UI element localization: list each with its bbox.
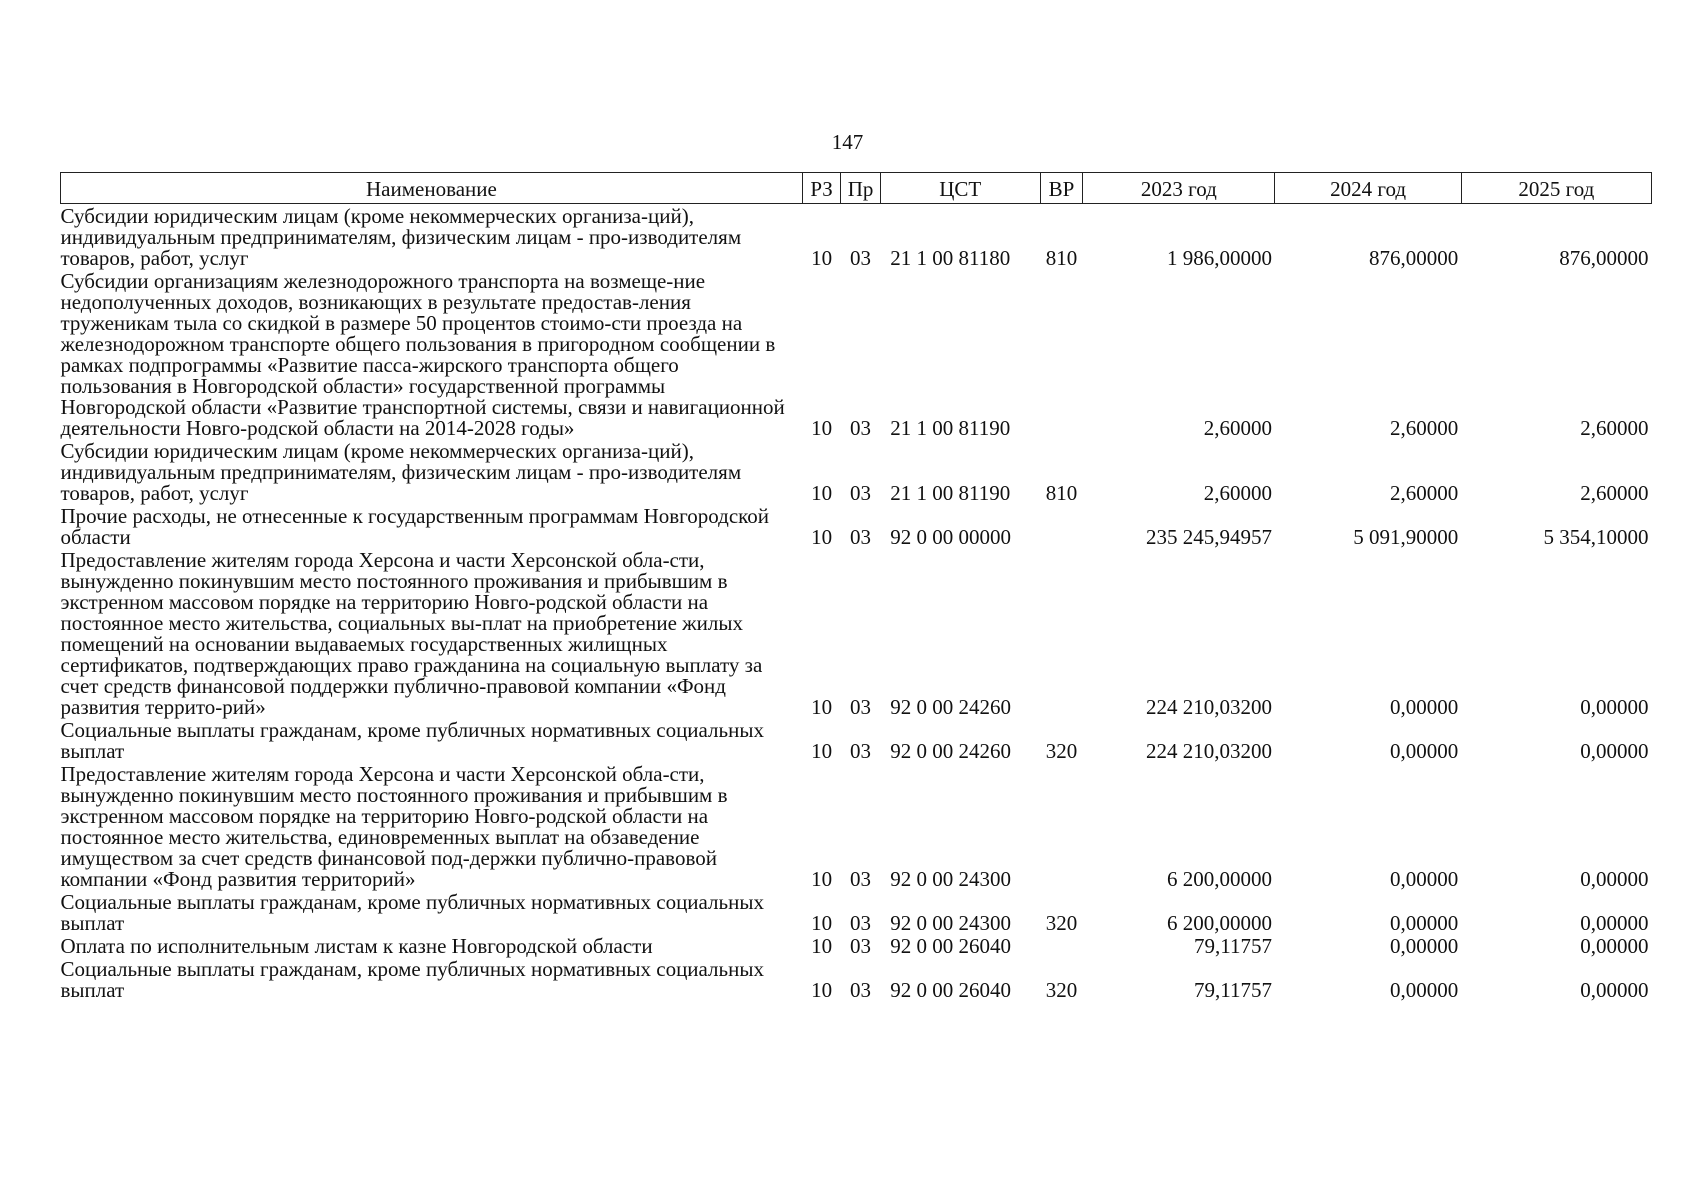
row-2023: 2,60000 [1203,481,1272,505]
row-cst: 21 1 00 81190 [890,481,1011,505]
header-pr: Пр [841,173,880,204]
row-2025: 0,00000 [1580,867,1649,891]
row-2025: 0,00000 [1580,739,1649,763]
row-name: Субсидии юридическим лицам (кроме некоммерческих организа-ций), индивидуальным предпринимателям, физическим лицам - про-изводителям товаров, работ, услуг [60,204,742,270]
row-name: Оплата по исполнительным листам к казне Новгородской области [60,934,653,958]
row-name: Социальные выплаты гражданам, кроме публичных нормативных социальных выплат [60,890,764,935]
row-2023: 79,11757 [1193,978,1272,1002]
row-2024: 876,00000 [1368,246,1459,270]
table-row [61,890,1652,934]
row-vr [1040,504,1083,548]
row-2024: 0,00000 [1389,978,1459,1002]
row-rz: 10 [811,739,833,763]
table-row [61,762,1652,890]
row-vr [1040,934,1083,957]
table-row [61,269,1652,439]
row-cst: 92 0 00 24260 [890,695,1012,719]
row-rz: 10 [811,867,833,891]
row-rz: 10 [811,525,833,549]
row-2024: 2,60000 [1389,481,1459,505]
row-2025: 0,00000 [1580,978,1649,1002]
row-cst: 92 0 00 00000 [890,525,1012,549]
row-2025: 2,60000 [1580,481,1649,505]
row-rz: 10 [811,978,833,1002]
row-rz: 10 [811,246,833,270]
row-rz: 10 [811,481,833,505]
row-cst: 92 0 00 24300 [890,867,1012,891]
row-vr: 320 [1045,911,1078,935]
row-cst: 92 0 00 24300 [890,911,1012,935]
header-cst: ЦСТ [880,173,1040,204]
table-row [61,934,1652,957]
budget-table [60,172,1652,1001]
header-name: Наименование [61,173,803,204]
row-name: Субсидии юридическим лицам (кроме некоммерческих организа-ций), индивидуальным предпринимателям, физическим лицам - про-изводителям товаров, работ, услуг [60,439,742,505]
header-2023: 2023 год [1083,173,1275,204]
row-pr: 03 [850,416,872,440]
budget-table-container [60,172,1652,1001]
row-2024: 5 091,90000 [1353,525,1459,549]
row-vr: 320 [1045,978,1078,1002]
row-2024: 0,00000 [1389,695,1459,719]
row-2023: 235 245,94957 [1145,525,1272,549]
table-row [61,204,1652,270]
row-2023: 79,11757 [1193,934,1272,958]
row-pr: 03 [850,739,872,763]
row-2023: 224 210,03200 [1145,695,1272,719]
row-cst: 92 0 00 24260 [890,739,1012,763]
row-2024: 2,60000 [1389,416,1459,440]
row-2024: 0,00000 [1389,934,1459,958]
row-vr: 320 [1045,739,1078,763]
row-2025: 0,00000 [1580,911,1649,935]
table-row [61,439,1652,504]
page-number: 147 [831,130,864,154]
row-2023: 1 986,00000 [1166,246,1272,270]
row-vr: 810 [1045,481,1078,505]
row-vr [1040,269,1083,439]
row-2025: 2,60000 [1580,416,1649,440]
row-name: Прочие расходы, не отнесенные к государственным программам Новгородской области [60,504,770,549]
row-name: Субсидии организациям железнодорожного транспорта на возмеще-ние недополученных доходов, возникающих в результате предостав-ления труженикам тыла со скидкой в размере 50 процентов стоимо-сти проезда на железнодорожном транспорте общего пользования в пригородном сообщении в рамках подпрограммы «Развитие пасса-жирского транспорта общего пользования в Новгородской области» государственной программы Новгородской области «Развитие транспортной системы, связи и навигационной деятельности Новго-родской области на 2014-2028 годы» [60,269,785,440]
row-pr: 03 [850,481,872,505]
row-2023: 6 200,00000 [1166,911,1272,935]
row-pr: 03 [850,911,872,935]
row-rz: 10 [811,934,833,958]
row-pr: 03 [850,246,872,270]
row-pr: 03 [850,978,872,1002]
row-cst: 21 1 00 81180 [890,246,1011,270]
row-vr [1040,762,1083,890]
row-2025: 0,00000 [1580,695,1649,719]
row-2025: 876,00000 [1559,246,1649,270]
header-2024: 2024 год [1275,173,1461,204]
row-2023: 224 210,03200 [1145,739,1272,763]
table-row [61,504,1652,548]
row-name: Предоставление жителям города Херсона и части Херсонской обла-сти, вынужденно покинувшим место постоянного проживания и прибывшим в экстренном массовом порядке на территорию Новго-родской области на постоянное место жительства, социальных вы-плат на приобретение жилых помещений на основании выдаваемых государственных жилищных сертификатов, подтверждающих право гражданина на социальную выплату за счет средств финансовой поддержки публично-правовой компании «Фонд развития террито-рий» [60,548,763,719]
row-name: Предоставление жителям города Херсона и части Херсонской обла-сти, вынужденно покинувшим место постоянного проживания и прибывшим в экстренном массовом порядке на территорию Новго-родской области на постоянное место жительства, единовременных выплат на обзаведение имуществом за счет средств финансовой под-держки публично-правовой компании «Фонд развития территорий» [60,762,728,891]
header-rz: РЗ [802,173,840,204]
row-2025: 0,00000 [1580,934,1649,958]
row-name: Социальные выплаты гражданам, кроме публичных нормативных социальных выплат [60,957,764,1002]
row-2025: 5 354,10000 [1543,525,1649,549]
row-pr: 03 [850,695,872,719]
row-2023: 2,60000 [1203,416,1272,440]
row-name: Социальные выплаты гражданам, кроме публичных нормативных социальных выплат [60,718,764,763]
row-rz: 10 [811,416,833,440]
row-pr: 03 [850,525,872,549]
header-vr: ВР [1040,173,1083,204]
row-vr [1040,548,1083,718]
table-row [61,718,1652,762]
row-2024: 0,00000 [1389,739,1459,763]
table-row [61,957,1652,1001]
row-cst: 92 0 00 26040 [890,978,1012,1002]
row-2023: 6 200,00000 [1166,867,1272,891]
row-2024: 0,00000 [1389,911,1459,935]
table-header-row [61,173,1652,204]
row-cst: 92 0 00 26040 [890,934,1012,958]
row-rz: 10 [811,695,833,719]
row-pr: 03 [850,934,872,958]
row-pr: 03 [850,867,872,891]
row-rz: 10 [811,911,833,935]
table-row [61,548,1652,718]
header-2025: 2025 год [1461,173,1651,204]
row-2024: 0,00000 [1389,867,1459,891]
row-vr: 810 [1045,246,1078,270]
row-cst: 21 1 00 81190 [890,416,1011,440]
